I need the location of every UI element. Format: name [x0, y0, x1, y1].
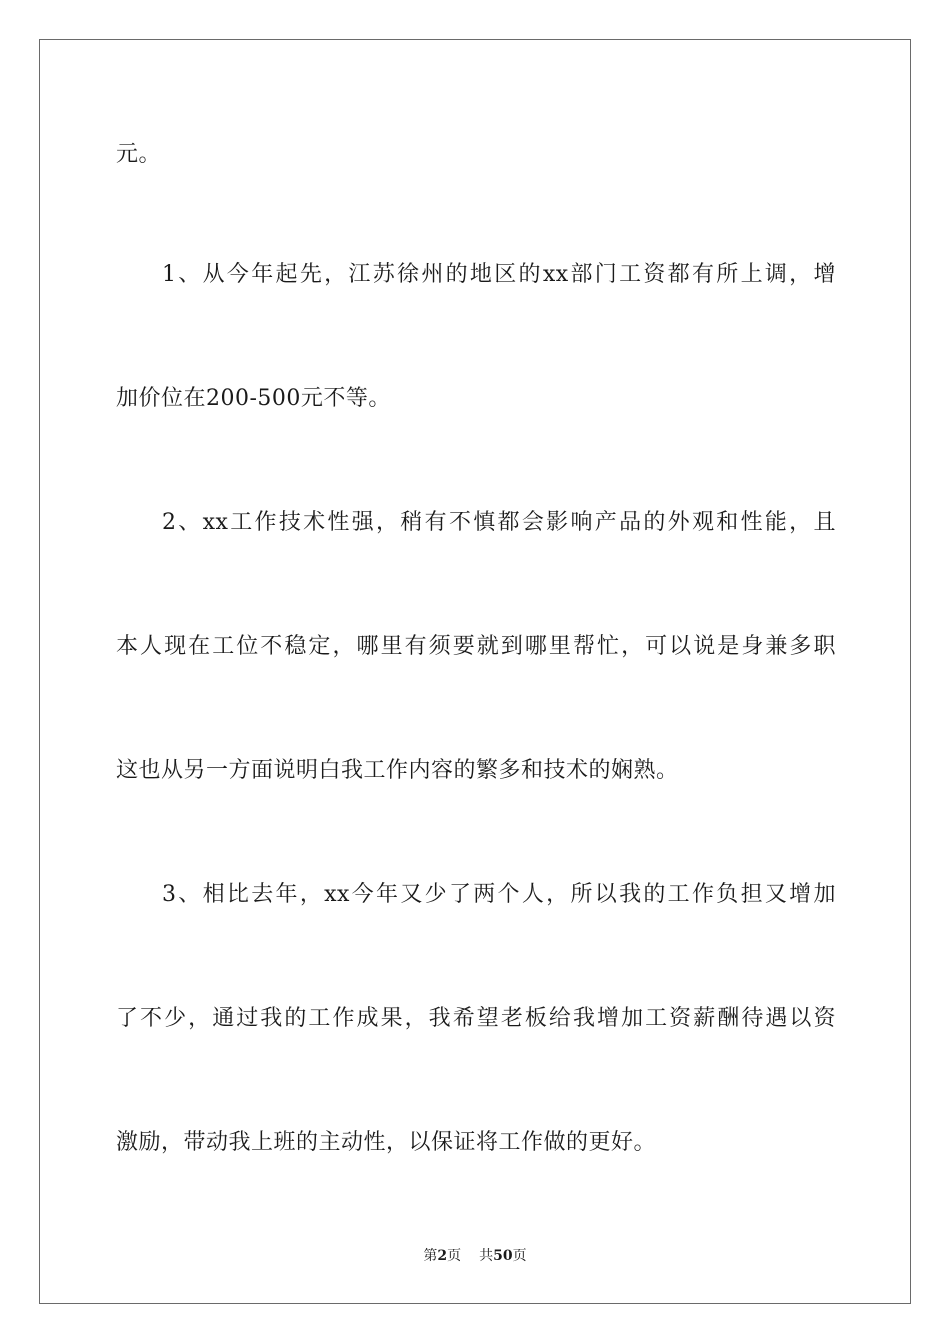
footer-total-suffix: 页 — [512, 1248, 527, 1264]
text-line-7: 3、相比去年，xx今年又少了两个人，所以我的工作负担又增加 — [162, 882, 836, 907]
footer-page-suffix: 页 — [447, 1248, 462, 1264]
text-line-8: 了不少，通过我的工作成果，我希望老板给我增加工资薪酬待遇以资 — [116, 1006, 836, 1031]
text-line-1: 元。 — [116, 142, 162, 167]
footer-page-prefix: 第 — [423, 1248, 438, 1264]
page-frame — [39, 39, 911, 1304]
text-line-5: 本人现在工位不稳定，哪里有须要就到哪里帮忙，可以说是身兼多职 — [116, 634, 836, 659]
footer-total-number: 50 — [493, 1248, 513, 1264]
text-line-6: 这也从另一方面说明白我工作内容的繁多和技术的娴熟。 — [116, 758, 679, 783]
text-line-3: 加价位在200-500元不等。 — [116, 386, 391, 411]
text-line-9: 激励，带动我上班的主动性，以保证将工作做的更好。 — [116, 1130, 657, 1155]
text-line-4: 2、xx工作技术性强，稍有不慎都会影响产品的外观和性能，且 — [162, 510, 836, 535]
footer-page-number: 2 — [437, 1248, 448, 1264]
page-footer — [0, 1246, 950, 1266]
text-line-2: 1、从今年起先，江苏徐州的地区的xx部门工资都有所上调，增 — [162, 262, 836, 287]
footer-total-prefix: 共 — [479, 1248, 494, 1264]
